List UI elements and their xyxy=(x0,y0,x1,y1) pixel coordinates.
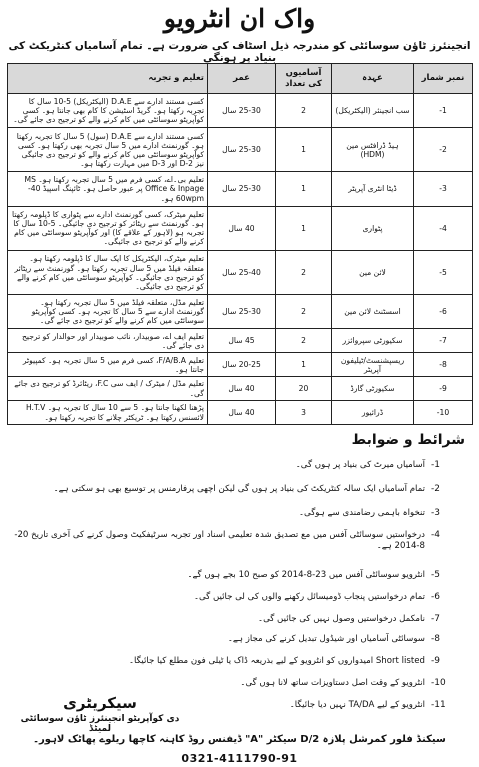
row-age: 40 سال xyxy=(208,401,276,425)
row-education: تعلیم F/A/B.A، کسی فرم میں 5 سال تجربہ ہو۔ کمپیوٹر جانتا ہو۔ xyxy=(8,353,208,377)
row-serial-number: -4 xyxy=(414,206,473,250)
row-age: 40 سال xyxy=(208,377,276,401)
row-serial-number: -7 xyxy=(414,329,473,353)
condition-number: -11 xyxy=(431,700,446,710)
list-item xyxy=(12,460,467,471)
row-serial-number: -8 xyxy=(414,353,473,377)
signature-block xyxy=(20,694,180,734)
row-post: اسسٹنٹ لائن مین xyxy=(332,295,414,329)
condition-text: تمام آسامیاں ایک سالہ کنٹریکٹ کی بنیاد پر ہوں گی لیکن اچھی پرفارمنس پر توسیع بھی ہو سکتی ہے۔ xyxy=(53,484,425,494)
row-vacancy-count: 2 xyxy=(276,329,332,353)
row-education: تعلیم بی۔اے، کسی فرم میں 5 سال تجربہ رکھتا ہو۔ MS Office & Inpage پر عبور حاصل ہو۔ ٹائپنگ اسپیڈ 40-60wpm ہو۔ xyxy=(8,172,208,206)
row-vacancy-count: 1 xyxy=(276,206,332,250)
list-item xyxy=(12,678,467,689)
header-age: عمر xyxy=(208,64,276,94)
row-vacancy-count: 1 xyxy=(276,353,332,377)
condition-text: انٹرویو سوسائٹی آفس میں 23-8-2014 کو صبح 10 بجے ہوں گے۔ xyxy=(187,570,425,580)
row-vacancy-count: 3 xyxy=(276,401,332,425)
conditions-title: شرائط و ضوابط xyxy=(351,432,465,448)
list-item xyxy=(12,634,467,645)
list-item xyxy=(12,508,467,519)
table-row xyxy=(8,295,473,329)
list-item xyxy=(12,592,467,603)
table-row xyxy=(8,353,473,377)
table-row xyxy=(8,172,473,206)
header-education-experience: تعلیم و تجربہ xyxy=(8,64,208,94)
row-education: تعلیم میٹرک، الیکٹریکل کا ایک سال کا ڈپلومہ رکھتا ہو۔ متعلقہ فیلڈ میں 5 سال تجربہ رکھتا ہو۔ گورنمنٹ سے ریٹائر کو ترجیح دی جائیگی۔ کوآپریٹو سوسائٹی میں کام کرنے والے کو ترجیح دی جائیگی۔ xyxy=(8,250,208,294)
row-education: پڑھنا لکھنا جانتا ہو۔ 5 سے 10 سال کا تجربہ ہو۔ H.T.V لائسنس رکھتا ہو۔ ٹریکٹر چلانے کا تجربہ رکھتا ہو۔ xyxy=(8,401,208,425)
row-serial-number: -10 xyxy=(414,401,473,425)
table-row xyxy=(8,377,473,401)
condition-number: -1 xyxy=(431,460,440,470)
condition-text: آسامیاں میرٹ کی بنیاد پر ہوں گی۔ xyxy=(295,460,425,470)
row-education: تعلیم مڈل / میٹرک / ایف سی F.C، ریٹائرڈ کو ترجیح دی جائے گی۔ xyxy=(8,377,208,401)
page-subtitle: انجینئرز ٹاؤن سوسائٹی کو مندرجہ ذیل اسٹاف کی ضرورت ہے۔ تمام آسامیاں کنٹریکٹ کی بنیاد پر ہونگی xyxy=(8,40,471,64)
signature-title: سیکریٹری xyxy=(63,694,137,712)
header-post: عہدہ xyxy=(332,64,414,94)
row-vacancy-count: 1 xyxy=(276,172,332,206)
condition-number: -9 xyxy=(431,656,440,666)
condition-number: -5 xyxy=(431,570,440,580)
row-vacancy-count: 2 xyxy=(276,94,332,128)
row-post: ڈیٹا انٹری آپریٹر xyxy=(332,172,414,206)
row-serial-number: -5 xyxy=(414,250,473,294)
list-item xyxy=(12,570,467,581)
condition-number: -6 xyxy=(431,592,440,602)
row-post: سکیورٹی سپروائزر xyxy=(332,329,414,353)
condition-text: نامکمل درخواستیں وصول نہیں کی جائیں گی۔ xyxy=(258,614,425,624)
list-item xyxy=(12,656,467,667)
row-vacancy-count: 2 xyxy=(276,295,332,329)
row-education: تعلیم میٹرک، کسی گورنمنٹ ادارے سے پٹواری کا ڈپلومہ رکھتا ہو۔ گورنمنٹ سے ریٹائر کو ترجیح دی جائیگی۔ 5-10 سال کا تجربہ ہو (لاہور کے علاقے کا) اور کوآپریٹو سوسائٹی میں کام کرنے والے کو ترجیح دی جائیگی۔ xyxy=(8,206,208,250)
row-post: سکیورٹی گارڈ xyxy=(332,377,414,401)
table-header-row xyxy=(8,64,473,94)
condition-text: تمام درخواستیں پنجاب ڈومیسائل رکھنے والوں کی لی جائیں گی۔ xyxy=(193,592,425,602)
condition-number: -4 xyxy=(431,530,440,540)
row-age: 20-25 سال xyxy=(208,353,276,377)
row-age: 25-40 سال xyxy=(208,250,276,294)
table-row xyxy=(8,128,473,172)
row-age: 45 سال xyxy=(208,329,276,353)
row-education: تعلیم مڈل، متعلقہ فیلڈ میں 5 سال تجربہ رکھتا ہو۔ گورنمنٹ ادارے سے 5 سال کا تجربہ ہو۔ کسی کوآپریٹو سوسائٹی میں کام کرنے والے کو ترجیح دی جائے گی۔ xyxy=(8,295,208,329)
row-education: کسی مستند ادارے سے D.A.E (الیکٹریکل) 5-10 سال کا تجربہ رکھتا ہو۔ گریڈ اسٹیشن کا کام بھی جانتا ہو۔ کسی کوآپریٹو سوسائٹی میں کام کرنے والے کو ترجیح دی جائے گی۔ xyxy=(8,94,208,128)
list-item xyxy=(12,484,467,495)
row-post: لائن مین xyxy=(332,250,414,294)
row-age: 25-30 سال xyxy=(208,128,276,172)
table-row xyxy=(8,401,473,425)
row-age: 25-30 سال xyxy=(208,172,276,206)
row-serial-number: -9 xyxy=(414,377,473,401)
table-row xyxy=(8,94,473,128)
table-row xyxy=(8,250,473,294)
condition-number: -2 xyxy=(431,484,440,494)
list-item xyxy=(12,530,467,551)
row-education: کسی مستند ادارے سے D.A.E (سول) 5 سال کا تجربہ رکھتا ہو۔ گورنمنٹ ادارے میں 5 سال تجربہ بھی رکھتا ہو۔ کسی کوآپریٹو سوسائٹی میں کام کرنے والے کو ترجیح دی جائیگی نیز D-2 اور D-3 میں مہارت رکھتا ہو۔ xyxy=(8,128,208,172)
page-title: واک ان انٹرویو xyxy=(163,4,316,33)
row-education: تعلیم ایف اے، صوبیدار، نائب صوبیدار اور حوالدار کو ترجیح دی جائے گی۔ xyxy=(8,329,208,353)
signature-organization: دی کوآپریٹو انجینئرز ٹاؤن سوسائٹی لمیٹڈ xyxy=(20,714,180,734)
office-address: سیکنڈ فلور کمرشل پلازہ 2/D سیکٹر "A" ڈیفنس روڈ کاہنہ کاچھا ریلوے پھاٹک لاہور۔ xyxy=(33,734,446,745)
row-post: ریسپشنسٹ/ٹیلیفون آپریٹر xyxy=(332,353,414,377)
header-vacancy-count: آسامیوں کی تعداد xyxy=(276,64,332,94)
row-age: 25-30 سال xyxy=(208,94,276,128)
row-vacancy-count: 20 xyxy=(276,377,332,401)
row-post: پٹواری xyxy=(332,206,414,250)
condition-text: درخواستیں سوسائٹی آفس میں مع تصدیق شدہ تعلیمی اسناد اور تجربہ سرٹیفکیٹ وصول کرنے کی آخری تاریخ 20-8-2014 ہے۔ xyxy=(14,530,425,551)
row-age: 25-30 سال xyxy=(208,295,276,329)
table-row xyxy=(8,329,473,353)
table-row xyxy=(8,206,473,250)
condition-number: -10 xyxy=(431,678,446,688)
condition-text: سوسائٹی آسامیاں اور شیڈول تبدیل کرنے کی مجاز ہے۔ xyxy=(227,634,425,644)
condition-text: انٹرویو کے وقت اصل دستاویزات ساتھ لانا ہوں گی۔ xyxy=(240,678,425,688)
condition-text: انٹرویو کے لیے TA/DA نہیں دیا جائیگا۔ xyxy=(289,700,425,710)
condition-number: -7 xyxy=(431,614,440,624)
row-serial-number: -6 xyxy=(414,295,473,329)
row-post: سب انجینئر (الیکٹریکل) xyxy=(332,94,414,128)
row-serial-number: -2 xyxy=(414,128,473,172)
condition-text: Short listed امیدواروں کو انٹرویو کے لیے بذریعہ ڈاک یا ٹیلی فون مطلع کیا جائیگا۔ xyxy=(128,656,425,666)
jobs-table xyxy=(7,63,473,425)
list-item xyxy=(12,614,467,625)
row-vacancy-count: 1 xyxy=(276,128,332,172)
row-post: ڈرائیور xyxy=(332,401,414,425)
header-serial-number: نمبر شمار xyxy=(414,64,473,94)
row-age: 40 سال xyxy=(208,206,276,250)
row-serial-number: -1 xyxy=(414,94,473,128)
condition-text: تنخواہ باہمی رضامندی سے ہوگی۔ xyxy=(299,508,425,518)
contact-phone: 0321-4111790-91 xyxy=(181,752,298,765)
row-post: ہیڈ ڈرافٹس مین (HDM) xyxy=(332,128,414,172)
row-serial-number: -3 xyxy=(414,172,473,206)
condition-number: -8 xyxy=(431,634,440,644)
condition-number: -3 xyxy=(431,508,440,518)
row-vacancy-count: 2 xyxy=(276,250,332,294)
